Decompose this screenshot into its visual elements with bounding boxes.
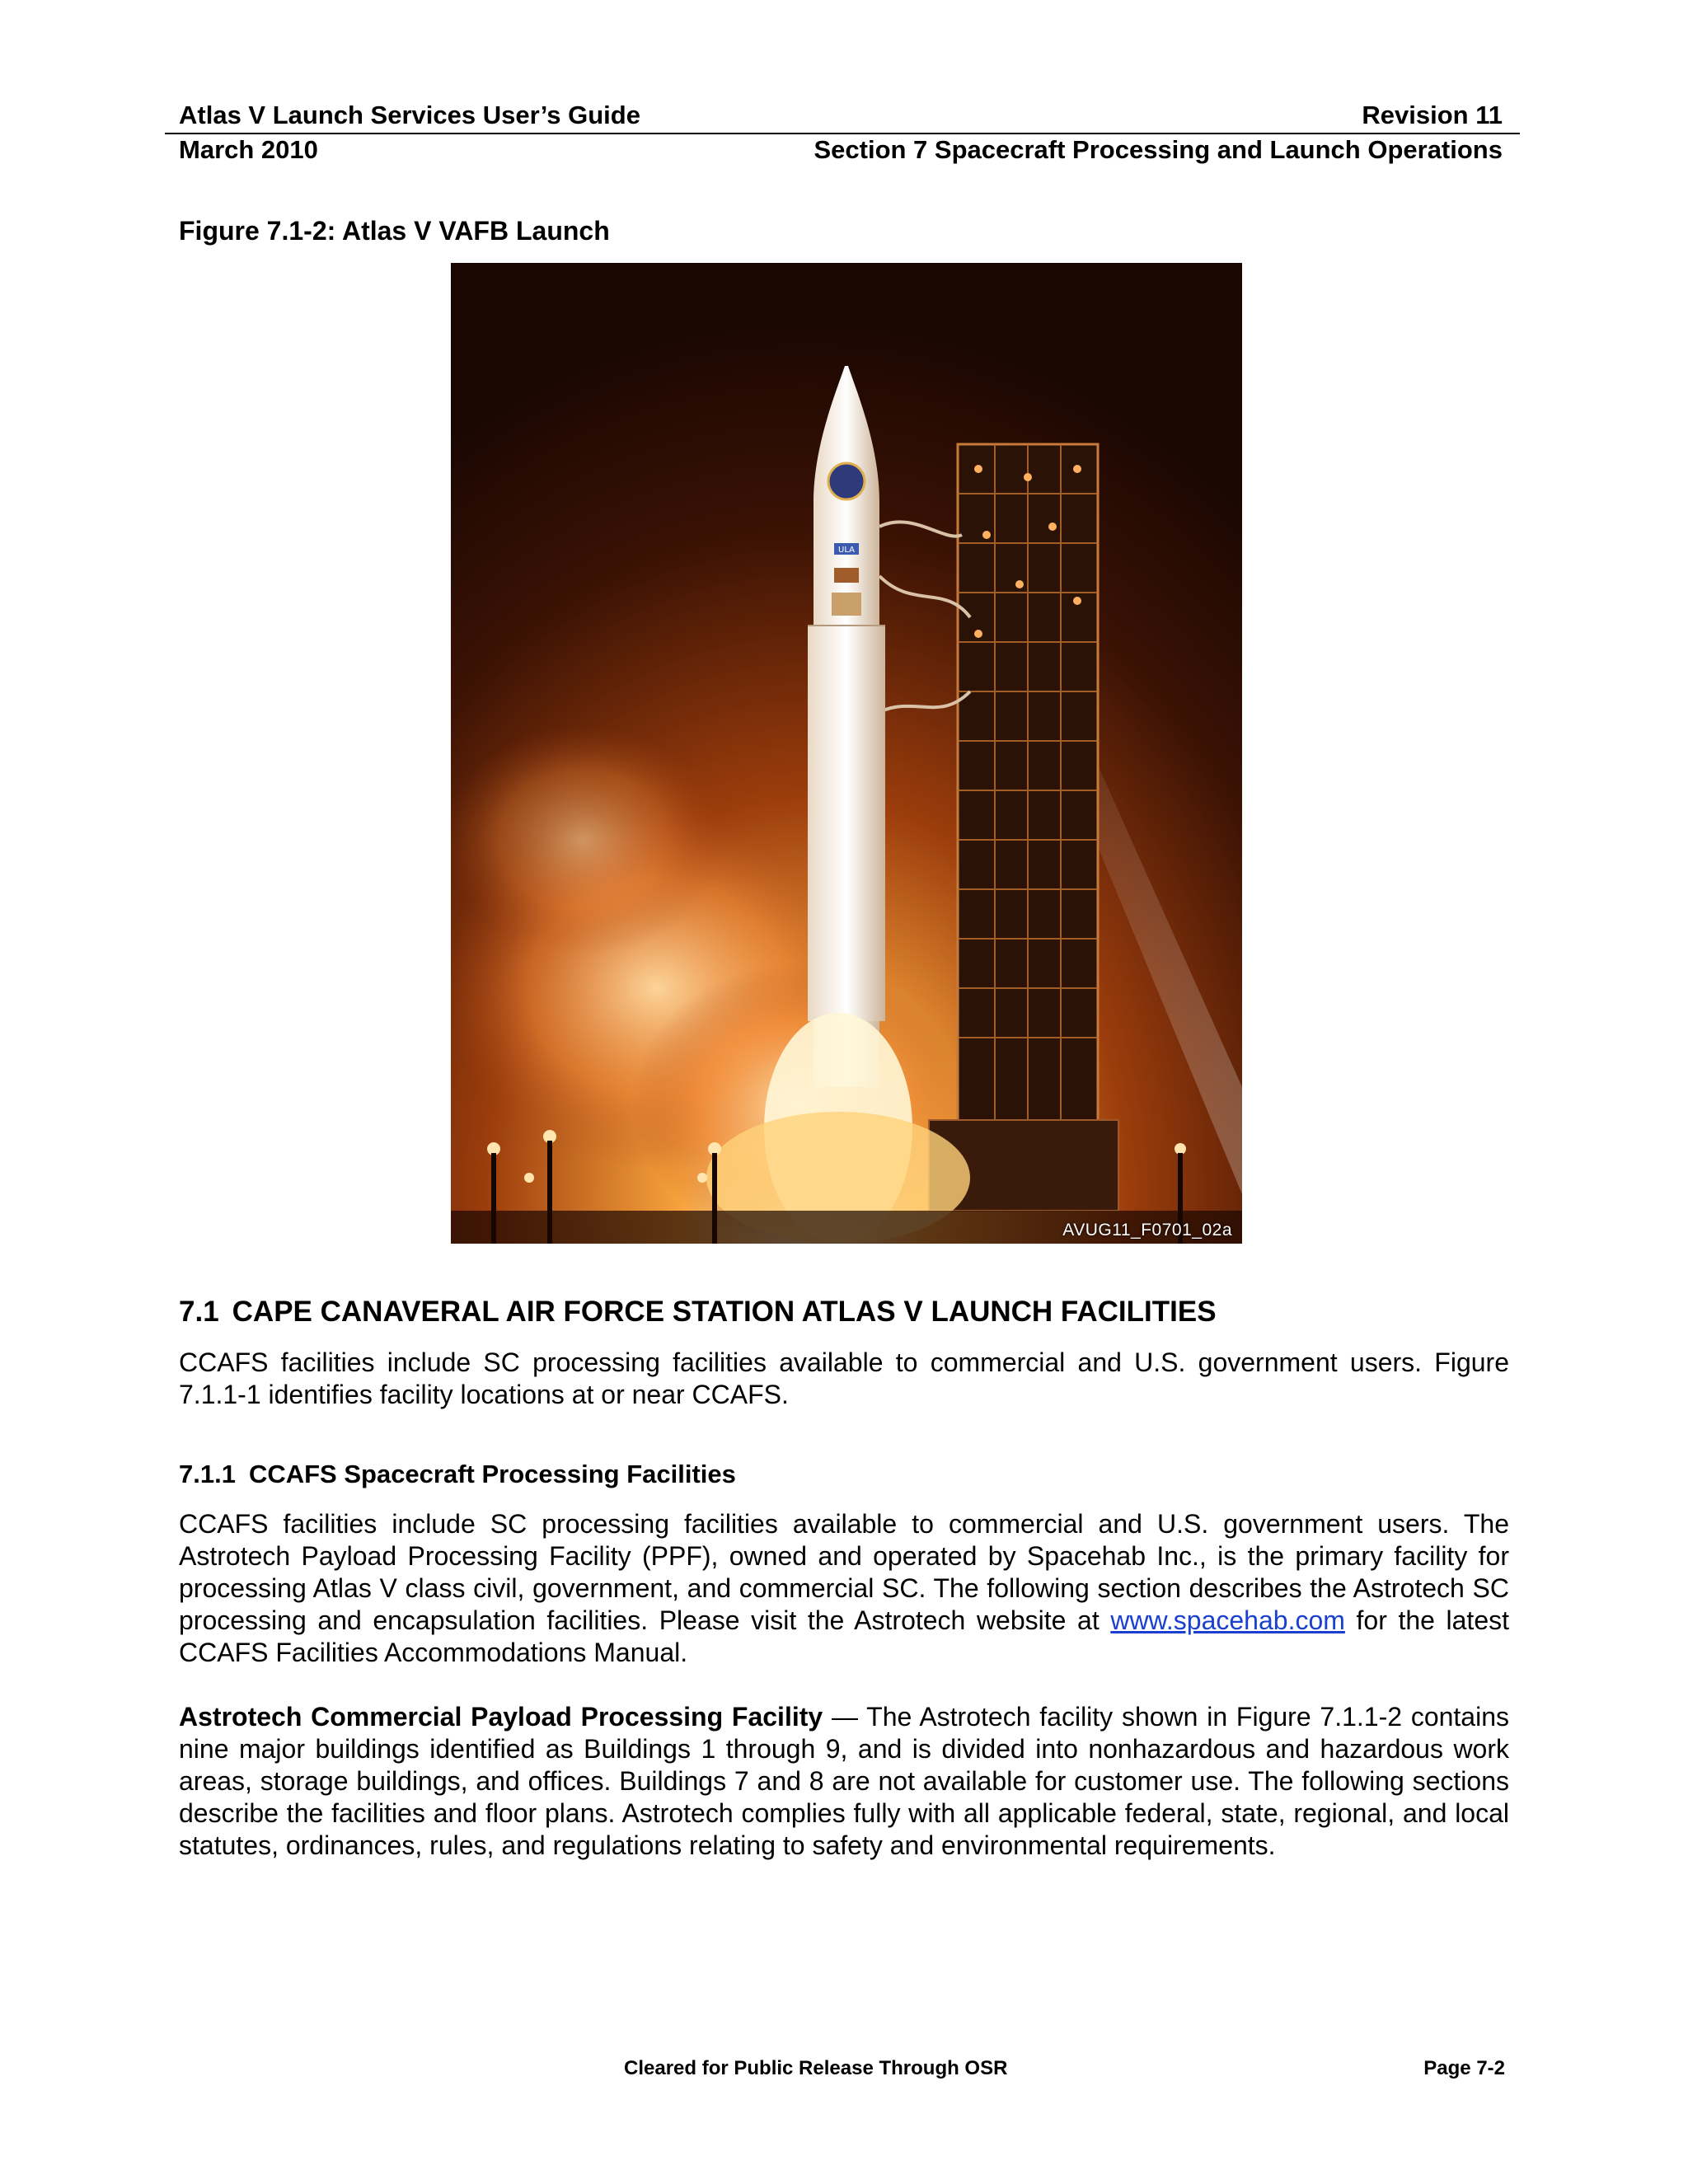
footer-page-number: Page 7-2: [1423, 2057, 1505, 2079]
section-number: 7.1: [179, 1296, 219, 1328]
footer-release-note: Cleared for Public Release Through OSR: [624, 2057, 1008, 2079]
paragraph-text-end: for the latest CCAFS Facilities Accommodations Manual.: [179, 1605, 1510, 1667]
doc-title: Atlas V Launch Services User’s Guide: [179, 101, 640, 129]
section-heading-7-1: [179, 1296, 1217, 1329]
section-7-1-1-paragraph: [179, 1508, 1509, 1669]
paragraph-text: CCAFS facilities include SC processing facilities available to commercial and U.S. government users. The Astrotech Payload Processing Facility (PPF), owned and operated by Spacehab Inc., is the primary facility for processing Atlas V class civil, government, and commercial SC. The following section describes the Astrotech SC processing and encapsulation facilities. Please visit the Astrotech website at: [179, 1509, 1509, 1635]
header-bottom-row: [179, 135, 1503, 165]
header-top-row: [179, 101, 1503, 130]
launch-photo: [451, 263, 1242, 1244]
section-title: Section 7 Spacecraft Processing and Launch Operations: [814, 135, 1503, 164]
atlas-v-rocket: [808, 366, 885, 1087]
exhaust-smoke-3: [451, 724, 723, 955]
section-heading-text: CAPE CANAVERAL AIR FORCE STATION ATLAS V LAUNCH FACILITIES: [232, 1296, 1217, 1328]
spacehab-link[interactable]: www.spacehab.com: [1110, 1605, 1345, 1635]
header-rule: [165, 133, 1520, 134]
image-id: AVUG11_F0701_02a: [1062, 1221, 1232, 1240]
subsection-number: 7.1.1: [179, 1460, 236, 1488]
astrotech-paragraph: [179, 1701, 1509, 1862]
subsection-heading-text: CCAFS Spacecraft Processing Facilities: [248, 1460, 736, 1488]
astrotech-lead: Astrotech Commercial Payload Processing Facility: [179, 1702, 823, 1732]
rocket-logo-text: ULA: [838, 546, 855, 555]
section-7-1-paragraph: CCAFS facilities include SC processing facilities available to commercial and U.S. government users. Figure 7.1.1-1 identifies facility locations at or near CCAFS.: [179, 1347, 1509, 1409]
subsection-heading-7-1-1: [179, 1460, 736, 1489]
doc-date: March 2010: [179, 135, 318, 164]
revision: Revision 11: [1362, 101, 1503, 129]
launch-tower: [929, 444, 1118, 1211]
figure-caption: Figure 7.1-2: Atlas V VAFB Launch: [179, 216, 610, 246]
astrotech-body: — The Astrotech facility shown in Figure 7.1.1-2 contains nine major buildings identified as Buildings 1 through 9, and is divided into nonhazardous and hazardous work areas, storage buildings, and offices. Buildings 7 and 8 are not available for customer use. The following sections describe the facilities and floor plans. Astrotech complies fully with all applicable federal, state, regional, and local statutes, ordinances, rules, and regulations relating to safety and environmental requirements.: [179, 1702, 1509, 1860]
